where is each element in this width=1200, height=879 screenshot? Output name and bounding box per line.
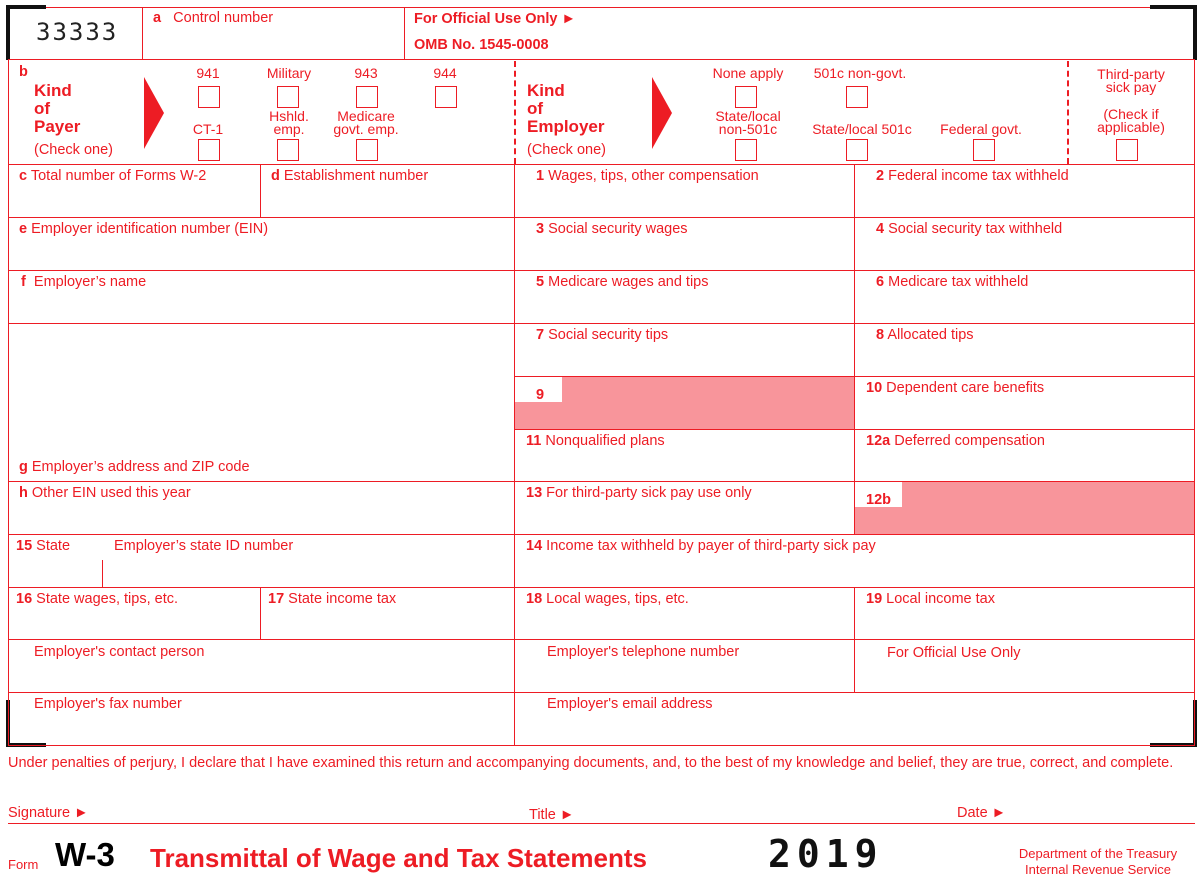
box-4-label: 4 Social security tax withheld (876, 221, 1063, 237)
row-line (8, 587, 1195, 588)
box-7-label: 7 Social security tips (536, 327, 669, 343)
sick-pay-checkbox[interactable] (1116, 139, 1138, 161)
employer-federal-label: Federal govt. (940, 121, 1022, 137)
state-id-label: Employer’s state ID number (114, 538, 294, 554)
payer-944-label: 944 (433, 65, 457, 81)
col-line (854, 164, 855, 534)
payer-hshld-checkbox[interactable] (277, 139, 299, 161)
box-12b-label: 12b (866, 492, 891, 508)
row-line (8, 639, 1195, 640)
field-h-label: h Other EIN used this year (19, 485, 191, 501)
dashed-divider (514, 61, 516, 164)
box-19-label: 19 Local income tax (866, 591, 995, 607)
employer-501c-checkbox[interactable] (846, 86, 868, 108)
field-g-label: g Employer’s address and ZIP code (19, 459, 250, 475)
field-f-label: f Employer’s name (21, 274, 147, 290)
official-use-label: For Official Use Only (887, 645, 1021, 661)
signature-label: Signature ► (8, 805, 89, 821)
payer-title-1: Kind (34, 81, 72, 100)
box-10-label: 10 Dependent care benefits (866, 380, 1045, 396)
payer-title-3: Payer (34, 117, 81, 136)
box-8-label: 8 Allocated tips (876, 327, 974, 343)
payer-943-label: 943 (354, 65, 378, 81)
form-word: Form (8, 857, 39, 872)
payer-941-checkbox[interactable] (198, 86, 220, 108)
employer-none-label: None apply (712, 65, 784, 81)
box-13-label: 13 For third-party sick pay use only (526, 485, 752, 501)
control-digits: 33333 (36, 18, 119, 46)
employer-state-local-label-2: non-501c (718, 121, 778, 137)
email-label: Employer's email address (547, 696, 713, 712)
payer-arrow-icon (144, 77, 164, 149)
sick-pay-label-4: applicable) (1097, 119, 1165, 135)
corner-mark-tr (1150, 5, 1197, 9)
employer-title-1: Kind (527, 81, 565, 100)
employer-title-2: of (527, 99, 544, 118)
form-year: 2019 (768, 832, 884, 876)
control-number-label: a Control number (153, 10, 274, 26)
box-6-label: 6 Medicare tax withheld (876, 274, 1029, 290)
payer-letter: b (19, 64, 28, 80)
form-id: W-3 (55, 836, 115, 873)
payer-ct1-checkbox[interactable] (198, 139, 220, 161)
payer-medicare-label-1: Medicare (337, 108, 395, 124)
dept-treasury: Department of the Treasury (1018, 846, 1178, 861)
box-16-label: 16 State wages, tips, etc. (16, 591, 179, 607)
employer-title-3: Employer (527, 117, 605, 136)
box-3-label: 3 Social security wages (536, 221, 688, 237)
box-9-shaded (515, 377, 854, 429)
omb-number: OMB No. 1545-0008 (414, 37, 549, 53)
row-line (8, 692, 1195, 693)
box-17-label: 17 State income tax (268, 591, 397, 607)
row-line (8, 534, 1195, 535)
box-18-label: 18 Local wages, tips, etc. (526, 591, 689, 607)
dashed-divider (1067, 61, 1069, 164)
payer-medicare-checkbox[interactable] (356, 139, 378, 161)
row-line (8, 270, 1195, 271)
box-5-label: 5 Medicare wages and tips (536, 274, 709, 290)
employer-state-local-label-1: State/local (715, 108, 781, 124)
col-line (260, 587, 261, 640)
col-line (854, 587, 855, 693)
payer-941-label: 941 (196, 65, 220, 81)
sick-pay-label-1: Third-party (1097, 66, 1165, 82)
field-e-label: e Employer identification number (EIN) (19, 221, 269, 237)
employer-federal-checkbox[interactable] (973, 139, 995, 161)
payer-military-checkbox[interactable] (277, 86, 299, 108)
row-line (8, 323, 1195, 324)
corner-mark-tl (6, 5, 46, 9)
title-label: Title ► (529, 807, 575, 823)
form-title: Transmittal of Wage and Tax Statements (150, 843, 647, 873)
box-15-label: 15 State (16, 538, 71, 554)
telephone-label: Employer's telephone number (547, 644, 740, 660)
contact-person-label: Employer's contact person (34, 644, 205, 660)
fax-label: Employer's fax number (34, 696, 182, 712)
row-line (8, 217, 1195, 218)
employer-501c-label: 501c non-govt. (813, 65, 907, 81)
payer-944-checkbox[interactable] (435, 86, 457, 108)
field-c-label: c Total number of Forms W-2 (19, 168, 207, 184)
payer-hshld-label-2: emp. (273, 121, 305, 137)
irs-label: Internal Revenue Service (1025, 862, 1171, 877)
payer-hshld-label-1: Hshld. (269, 108, 309, 124)
employer-hint: (Check one) (527, 142, 606, 158)
corner-mark-tl-v (6, 5, 10, 60)
employer-state-local-501c-checkbox[interactable] (846, 139, 868, 161)
box-12a-label: 12a Deferred compensation (866, 433, 1045, 449)
employer-state-local-501c-label: State/local 501c (812, 121, 912, 137)
perjury-statement: Under penalties of perjury, I declare that I have examined this return and accompanying documents, and, to the best of my knowledge and belief, they are true, correct, and complete. (8, 755, 1174, 771)
employer-arrow-icon (652, 77, 672, 149)
employer-state-local-checkbox[interactable] (735, 139, 757, 161)
payer-ct1-label: CT-1 (192, 121, 224, 137)
payer-hint: (Check one) (34, 142, 113, 158)
box-12b-shaded (855, 482, 1194, 534)
sick-pay-label-3: (Check if (1103, 106, 1159, 122)
col-line (260, 164, 261, 218)
row-line (8, 164, 1195, 165)
box-9-label: 9 (536, 387, 545, 403)
employer-none-checkbox[interactable] (735, 86, 757, 108)
box-2-label: 2 Federal income tax withheld (876, 168, 1069, 184)
date-label: Date ► (957, 805, 1007, 821)
col-line (514, 164, 515, 746)
col-line (102, 560, 103, 587)
box-14-label: 14 Income tax withheld by payer of third-party sick pay (526, 538, 876, 554)
official-use-top-label: For Official Use Only ► (414, 11, 576, 27)
payer-medicare-label-2: govt. emp. (333, 121, 399, 137)
corner-mark-tr-v (1193, 5, 1197, 60)
signature-line (8, 823, 1195, 824)
payer-943-checkbox[interactable] (356, 86, 378, 108)
payer-title-2: of (34, 99, 51, 118)
payer-military-label: Military (266, 65, 312, 81)
field-d-label: d Establishment number (271, 168, 429, 184)
box-1-label: 1 Wages, tips, other compensation (536, 168, 759, 184)
box-11-label: 11 Nonqualified plans (526, 433, 665, 449)
sick-pay-label-2: sick pay (1105, 79, 1157, 95)
